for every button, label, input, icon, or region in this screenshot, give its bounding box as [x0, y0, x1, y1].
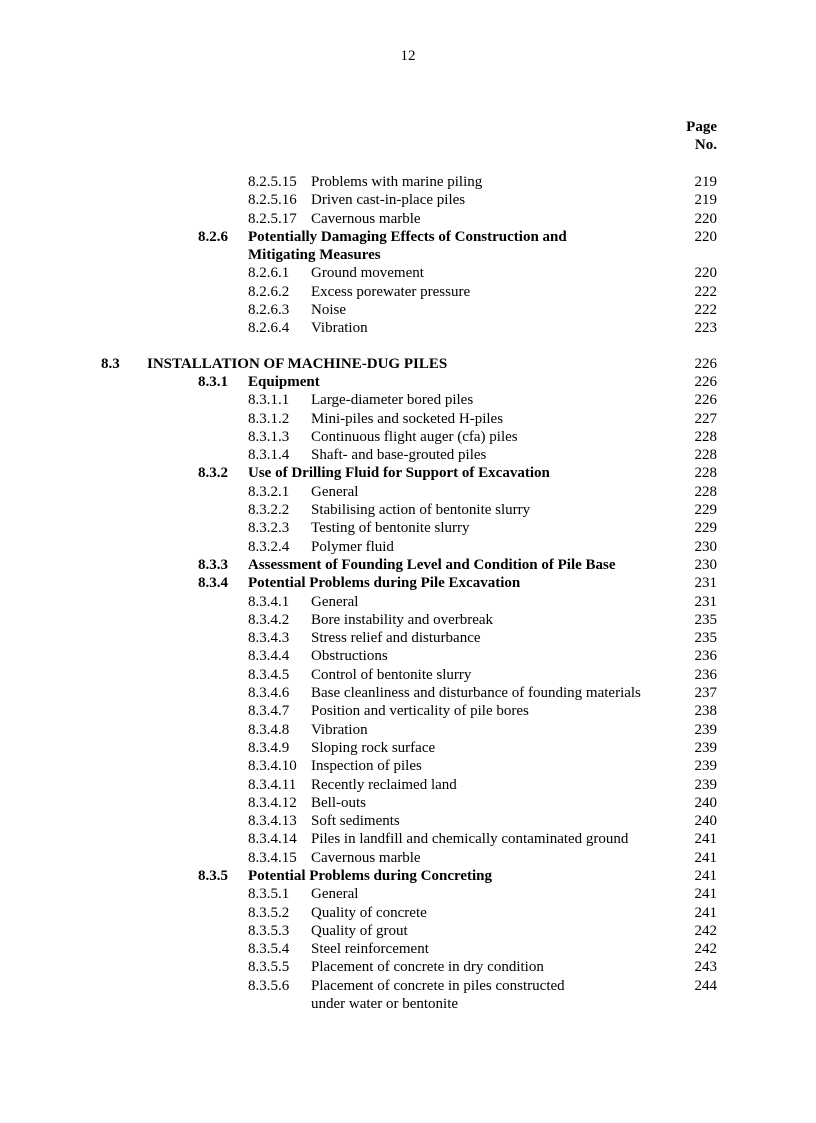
toc-entry-page: 236: [694, 666, 717, 683]
toc-entry-title: Continuous flight auger (cfa) piles: [311, 428, 518, 445]
toc-entry: [0, 483, 816, 501]
toc-entry-number: 8.2.6.3: [248, 302, 290, 319]
toc-entry-title: Quality of grout: [311, 922, 408, 939]
toc-entry-number: 8.3.4.15: [248, 849, 297, 866]
toc-entry-title: under water or bentonite: [311, 996, 459, 1013]
toc-entry-page: 226: [694, 373, 717, 390]
toc-entry-number: 8.2.5.17: [248, 210, 297, 227]
toc-entry-page: 227: [694, 410, 717, 427]
toc-entry-number: 8.2.6.1: [248, 265, 290, 282]
toc-entry-number: 8.3.2.1: [248, 483, 290, 500]
toc-entry: [0, 977, 816, 995]
toc-entry: [0, 958, 816, 976]
toc-entry-page: 239: [694, 721, 717, 738]
toc-entry-page: 220: [694, 210, 717, 227]
toc-entry: [0, 721, 816, 739]
toc-entry: [0, 191, 816, 209]
toc-entry: [0, 885, 816, 903]
toc-entry-title: Position and verticality of pile bores: [311, 703, 529, 720]
toc-entry-page: 241: [694, 886, 717, 903]
toc-entry-title: Large-diameter bored piles: [311, 392, 474, 409]
toc-entry-page: 240: [694, 813, 717, 830]
toc-entry-number: 8.3.1.3: [248, 428, 290, 445]
toc-entry: [0, 904, 816, 922]
toc-entry-number: 8.2.6: [198, 228, 228, 245]
toc-entry-number: 8.2.6.2: [248, 283, 290, 300]
toc-entry-page: 219: [694, 192, 717, 209]
toc-entry-title: Piles in landfill and chemically contaminated ground: [311, 831, 629, 848]
toc-entry: [0, 538, 816, 556]
toc-entry-title: Obstructions: [311, 648, 388, 665]
toc-entry-page: 222: [694, 283, 717, 300]
toc-entry-number: 8.3: [101, 355, 120, 372]
toc-entry-title: Recently reclaimed land: [311, 776, 457, 793]
toc-entry-title: Cavernous marble: [311, 210, 421, 227]
toc-entry-title: Noise: [311, 302, 346, 319]
toc-entry-title: Sloping rock surface: [311, 739, 436, 756]
toc-entry-title: Mitigating Measures: [248, 247, 381, 264]
toc-entry-number: 8.3.4.3: [248, 630, 290, 647]
toc-entry-title: Shaft- and base-grouted piles: [311, 447, 487, 464]
toc-entry-page: 230: [694, 538, 717, 555]
toc-entry: [0, 794, 816, 812]
toc-entry-title: Quality of concrete: [311, 904, 427, 921]
toc-entry: [0, 556, 816, 574]
toc-entry: [0, 611, 816, 629]
toc-entry-title: Problems with marine piling: [311, 174, 483, 190]
table-of-contents: [0, 173, 816, 1013]
toc-entry: [0, 355, 816, 373]
toc-entry-page: 237: [694, 685, 717, 702]
toc-entry: [0, 410, 816, 428]
toc-entry-title: Potentially Damaging Effects of Construction and: [248, 228, 567, 245]
toc-entry-title: Potential Problems during Pile Excavation: [248, 575, 521, 592]
toc-entry-number: 8.3.1.1: [248, 392, 290, 409]
toc-entry-title: Bell-outs: [311, 794, 366, 811]
toc-entry: [0, 867, 816, 885]
toc-entry-number: 8.3.4.12: [248, 794, 297, 811]
page-column-header-line1: Page: [686, 119, 717, 135]
toc-entry-number: 8.3.5.5: [248, 959, 290, 976]
toc-entry: [0, 739, 816, 757]
toc-entry-page: 236: [694, 648, 717, 665]
toc-entry-page: 222: [694, 302, 717, 319]
toc-entry-title: Placement of concrete in dry condition: [311, 959, 544, 976]
toc-entry: [0, 283, 816, 301]
toc-entry-number: 8.3.5.4: [248, 941, 290, 958]
toc-entry: [0, 593, 816, 611]
toc-entry-title: Bore instability and overbreak: [311, 611, 494, 628]
toc-entry-page: 228: [694, 483, 717, 500]
toc-entry-page: 229: [694, 502, 717, 519]
toc-entry: [0, 830, 816, 848]
toc-entry-number: 8.3.2.4: [248, 538, 290, 555]
toc-entry-page: 244: [694, 977, 717, 994]
toc-entry-page: 242: [694, 922, 717, 939]
toc-entry: [0, 647, 816, 665]
toc-entry-number: 8.3.5: [198, 867, 228, 884]
toc-entry-number: 8.3.4.11: [248, 776, 297, 793]
toc-entry-title: Assessment of Founding Level and Condition of Pile Base: [248, 556, 616, 573]
toc-entry-page: 239: [694, 776, 717, 793]
toc-entry-title: Stabilising action of bentonite slurry: [311, 502, 531, 519]
toc-entry: [0, 246, 816, 264]
toc-entry-page: 235: [694, 611, 717, 628]
toc-entry-title: General: [311, 886, 359, 903]
toc-entry: [0, 501, 816, 519]
toc-entry-page: 229: [694, 520, 717, 537]
toc-entry-title: Potential Problems during Concreting: [248, 867, 493, 884]
toc-entry-title: Inspection of piles: [311, 758, 422, 775]
toc-entry-page: 228: [694, 465, 717, 482]
toc-entry: [0, 922, 816, 940]
toc-entry-title: Placement of concrete in piles constructed: [311, 977, 565, 994]
toc-entry-page: 239: [694, 758, 717, 775]
toc-entry: [0, 757, 816, 775]
toc-entry-page: 231: [694, 575, 717, 592]
toc-entry-number: 8.3.4: [198, 575, 228, 592]
toc-entry-title: Testing of bentonite slurry: [311, 520, 470, 537]
toc-entry-page: 220: [694, 265, 717, 282]
toc-entry: [0, 210, 816, 228]
toc-entry-number: 8.3.2: [198, 465, 228, 482]
toc-entry: [0, 940, 816, 958]
toc-entry: [0, 173, 816, 191]
toc-entry-title: Polymer fluid: [311, 538, 394, 555]
toc-entry-page: 241: [694, 904, 717, 921]
toc-entry-number: 8.3.3: [198, 556, 228, 573]
toc-entry-page: 235: [694, 630, 717, 647]
toc-entry-title: Use of Drilling Fluid for Support of Excavation: [248, 465, 550, 482]
toc-entry: [0, 464, 816, 482]
toc-entry-title: Stress relief and disturbance: [311, 630, 481, 647]
toc-entry-title: Steel reinforcement: [311, 941, 429, 958]
toc-entry-number: 8.3.2.2: [248, 502, 290, 519]
toc-entry-number: 8.3.4.14: [248, 831, 297, 848]
toc-entry: [0, 228, 816, 246]
toc-entry-title: Vibration: [311, 320, 368, 337]
toc-entry-page: 241: [694, 831, 717, 848]
toc-entry: [0, 684, 816, 702]
toc-entry-page: 241: [694, 867, 717, 884]
toc-entry: [0, 629, 816, 647]
toc-entry-number: 8.3.4.4: [248, 648, 290, 665]
toc-entry-title: Control of bentonite slurry: [311, 666, 472, 683]
toc-entry-number: 8.2.5.15: [248, 174, 297, 190]
toc-entry: [0, 776, 816, 794]
toc-entry-number: 8.3.4.6: [248, 685, 290, 702]
toc-entry-number: 8.3.4.10: [248, 758, 297, 775]
toc-entry-page: 243: [694, 959, 717, 976]
toc-entry-title: Ground movement: [311, 265, 424, 282]
toc-entry-page: 228: [694, 447, 717, 464]
toc-entry: [0, 373, 816, 391]
toc-entry-number: 8.3.5.2: [248, 904, 290, 921]
toc-entry-page: 240: [694, 794, 717, 811]
toc-entry-number: 8.3.5.3: [248, 922, 290, 939]
toc-entry: [0, 391, 816, 409]
toc-entry-page: 239: [694, 739, 717, 756]
toc-entry: [0, 446, 816, 464]
toc-entry-number: 8.2.6.4: [248, 320, 290, 337]
toc-entry: [0, 264, 816, 282]
toc-entry: [0, 428, 816, 446]
toc-entry-number: 8.3.5.1: [248, 886, 290, 903]
toc-entry-number: 8.3.4.13: [248, 813, 297, 830]
toc-entry-number: 8.2.5.16: [248, 192, 297, 209]
page-number: 12: [400, 48, 416, 64]
toc-entry: [0, 301, 816, 319]
toc-entry: [0, 574, 816, 592]
toc-entry: [0, 812, 816, 830]
toc-entry-page: 223: [694, 320, 717, 337]
toc-entry-page: 242: [694, 941, 717, 958]
page-column-header: [660, 118, 717, 154]
toc-entry-page: 238: [694, 703, 717, 720]
toc-entry-page: 226: [694, 392, 717, 409]
toc-entry-number: 8.3.4.9: [248, 739, 290, 756]
toc-entry-title: INSTALLATION OF MACHINE-DUG PILES: [147, 355, 448, 372]
toc-entry-title: Driven cast-in-place piles: [311, 192, 466, 209]
page-column-header-line2: No.: [694, 137, 717, 153]
toc-entry-page: 220: [694, 228, 717, 245]
toc-entry: [0, 319, 816, 337]
toc-entry-page: 226: [694, 355, 717, 372]
toc-entry-number: 8.3.4.7: [248, 703, 290, 720]
toc-entry-title: General: [311, 593, 359, 610]
toc-entry-title: Excess porewater pressure: [311, 283, 471, 300]
toc-entry-title: Equipment: [248, 373, 320, 390]
toc-entry-number: 8.3.1.2: [248, 410, 290, 427]
toc-entry-number: 8.3.2.3: [248, 520, 290, 537]
toc-entry-page: 241: [694, 849, 717, 866]
toc-entry-number: 8.3.4.5: [248, 666, 290, 683]
toc-entry-title: Cavernous marble: [311, 849, 421, 866]
toc-entry-number: 8.3.4.1: [248, 593, 290, 610]
toc-entry-number: 8.3.1.4: [248, 447, 290, 464]
toc-entry-title: Mini-piles and socketed H-piles: [311, 410, 504, 427]
toc-entry-title: Vibration: [311, 721, 368, 738]
toc-entry-number: 8.3.4.8: [248, 721, 290, 738]
toc-entry-number: 8.3.4.2: [248, 611, 290, 628]
toc-entry: [0, 849, 816, 867]
toc-entry: [0, 519, 816, 537]
toc-entry: [0, 666, 816, 684]
toc-entry-title: General: [311, 483, 359, 500]
toc-entry-title: Base cleanliness and disturbance of founding materials: [311, 685, 641, 702]
toc-entry-number: 8.3.1: [198, 373, 228, 390]
toc-entry-page: 228: [694, 428, 717, 445]
toc-entry-title: Soft sediments: [311, 813, 400, 830]
toc-entry-number: 8.3.5.6: [248, 977, 290, 994]
toc-entry-page: 219: [694, 174, 717, 190]
toc-entry: [0, 702, 816, 720]
toc-entry: [0, 995, 816, 1013]
toc-entry-page: 231: [694, 593, 717, 610]
toc-entry-page: 230: [694, 556, 717, 573]
